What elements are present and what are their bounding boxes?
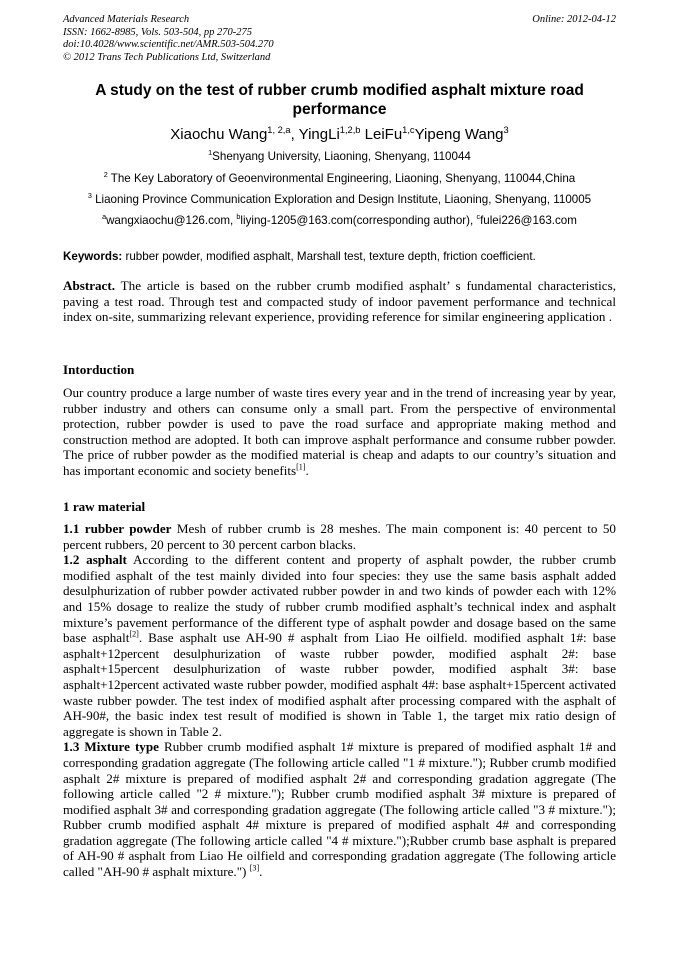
author-affiliation-mark: 3: [503, 125, 509, 135]
intro-end: .: [305, 462, 309, 478]
email-line: [50, 214, 629, 228]
citation: [1]: [296, 462, 306, 472]
online-date: Online: 2012-04-12: [532, 14, 616, 25]
author-name: Yipeng Wang: [414, 126, 504, 143]
subheading: 1.3 Mixture type: [63, 739, 159, 755]
affiliation-3: [50, 193, 629, 207]
keywords: [63, 250, 616, 264]
affiliation-text: Liaoning Province Communication Exploration and Design Institute, Liaoning, Shenyang, 110005: [91, 193, 592, 206]
author-name: YingLi: [298, 126, 340, 143]
paragraph-text: According to the different content and property of asphalt powder, the rubber crumb modified asphalt of the test mainly divided into four species: they use the same basis asphalt added desulphurization of rubber powder activated rubber powder in and two kinds of powder each with 12% and 15% dosage to realize the study of rubber crumb modified asphalt’s technical index and asphalt mixture’s pavement performance of the different type of asphalt powder and dosage based on the same base asphalt: [63, 552, 616, 646]
intro-heading: Intorduction: [63, 362, 135, 377]
email-a: wangxiaochu@126.com,: [106, 214, 237, 227]
email-mark: c: [476, 212, 481, 222]
author-affiliation-mark: 1,c: [402, 125, 415, 135]
intro-paragraph: [63, 385, 616, 479]
journal-header: [63, 14, 616, 64]
journal-name: Advanced Materials Research: [63, 14, 190, 25]
intro-text: Our country produce a large number of waste tires every year and in the trend of increasing year by year, rubber industry and others can consume only a small part. From the perspective of environmental protection, rubber powder is used to pave the road surface and appropriate making method and construction method are adopted. It both can improve asphalt performance and consume rubber powder. The price of rubber powder as the modified material is cheap and adapts to our country’s situation and has important economic and society benefits: [63, 385, 616, 478]
author-name: Xiaochu Wang: [170, 126, 268, 143]
affiliation-mark: 2: [103, 170, 108, 180]
email-mark: b: [236, 212, 241, 222]
email-c: fulei226@163.com: [480, 214, 577, 227]
affiliation-mark: 1: [208, 148, 213, 158]
section-heading: 1 raw material: [63, 499, 146, 514]
keywords-label: Keywords:: [63, 250, 123, 263]
para-rubber-powder: [63, 521, 616, 552]
abstract-text: The article is based on the rubber crumb modified asphalt’ s fundamental characteristics, paving a test road. Through test and compacted study of indoor pavement performance and technical index on-site, summarizing relevant experience, providing reference for similar engineering application .: [63, 278, 616, 325]
citation: [3]: [249, 863, 260, 873]
paragraph-text: Rubber crumb modified asphalt 1# mixture is prepared of modified asphalt 1# and corresponding gradation aggregate (The following article called "1 # mixture."); Rubber crumb modified asphalt 2# mixture is prepared of modified asphalt 2# and corresponding gradation aggregate (The following article called "2 # mixture."); Rubber crumb modified asphalt 3# mixture is prepared of modified asphalt 3# and corresponding gradation aggregate (The following article called "3 # mixture."); Rubber crumb modified asphalt 4# mixture is prepared of modified asphalt 4# and corresponding gradation aggregate (The following article called "4 # mixture.");Rubber crumb base asphalt is prepared of AH-90 # asphalt from Liao He oilfield and corresponding gradation aggregate (The following article called "AH-90 # asphalt mixture."): [63, 739, 616, 880]
para-mixture-type: [63, 739, 616, 879]
doi-line: doi:10.4028/www.scientific.net/AMR.503-504.270: [63, 39, 274, 50]
paragraph-text: . Base asphalt use AH-90 # asphalt from Liao He oilfield. modified asphalt 1#: base asphalt+12percent desulphurization of waste rubber powder, modified asphalt 2#: base asphalt+15percent desulphurization of waste rubber powder, modified asphalt 3#: base asphalt+12percent activated waste rubber powder, modified asphalt 4#: base asphalt+15percent activated waste rubber powder. The test index of modified asphalt after processing compared with the asphalt of AH-90#, the basic index test result of modified is shown in Table 1, the target mix ratio design of aggregate is shown in Table 2.: [63, 630, 616, 739]
para-asphalt: [63, 552, 616, 739]
author-name: LeiFu: [364, 126, 403, 143]
abstract: [63, 278, 616, 325]
subheading: 1.2 asphalt: [63, 552, 127, 568]
keywords-text: rubber powder, modified asphalt, Marshall test, texture depth, friction coefficient.: [122, 250, 536, 263]
email-mark: a: [102, 212, 107, 222]
abstract-label: Abstract.: [63, 278, 115, 293]
subheading: 1.1 rubber powder: [63, 521, 172, 536]
email-b: liying-1205@163.com(corresponding author),: [240, 214, 477, 227]
affiliation-text: Shenyang University, Liaoning, Shenyang, 110044: [212, 150, 471, 163]
affiliation-1: [50, 150, 629, 164]
author-separator: ,: [290, 126, 299, 143]
paragraph-text: Mesh of rubber crumb is 28 meshes. The main component is: 40 percent to 50 percent rubbers, 20 percent to 30 percent carbon blacks.: [63, 521, 616, 552]
affiliation-2: [50, 172, 629, 186]
affiliation-mark: 3: [87, 191, 92, 201]
copyright-line: © 2012 Trans Tech Publications Ltd, Switzerland: [63, 51, 271, 63]
author-affiliation-mark: 1, 2,a: [267, 125, 291, 135]
section-body: [63, 521, 616, 880]
issn-line: ISSN: 1662-8985, Vols. 503-504, pp 270-275: [63, 26, 252, 38]
affiliation-text: The Key Laboratory of Geoenvironmental Engineering, Liaoning, Shenyang, 110044,China: [107, 172, 576, 185]
author-list: [63, 126, 616, 144]
author-affiliation-mark: 1,2,b: [339, 125, 361, 135]
citation: [2]: [129, 629, 139, 639]
paragraph-end: .: [259, 864, 263, 880]
paper-title: A study on the test of rubber crumb modified asphalt mixture road performance: [95, 82, 584, 118]
